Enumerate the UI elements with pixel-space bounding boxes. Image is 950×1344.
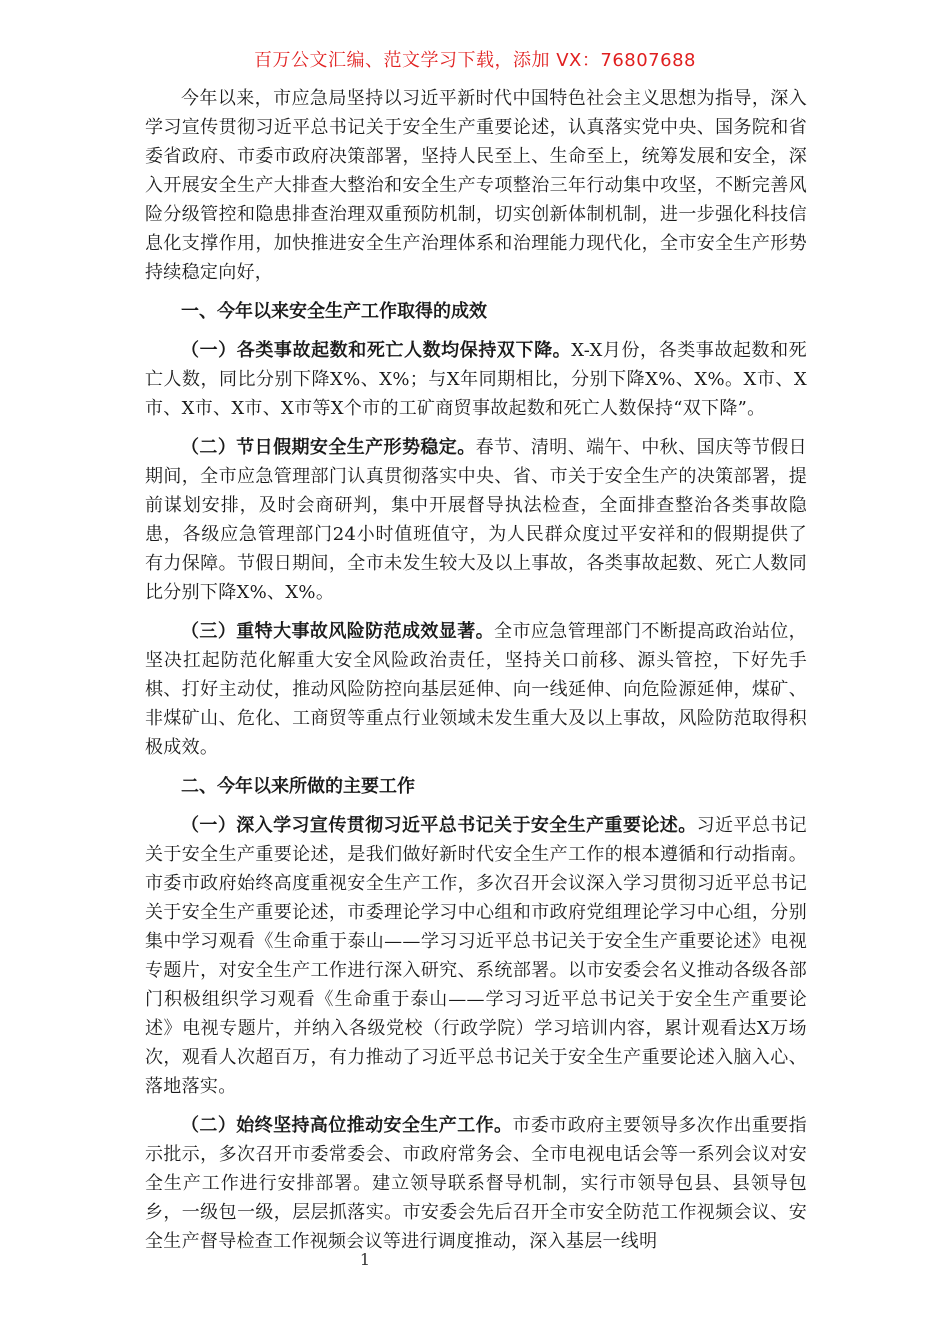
item-text: X-X月份，各类事故起数和死亡人数，同比分别下降X%、X%；与X年同期相比，分别下降X%、X%。X市、X市、X市、X市、X市等X个市的工矿商贸事故起数和死亡人数保持“双下降”。 bbox=[145, 340, 807, 419]
item-lead: （一）深入学习宣传贯彻习近平总书记关于安全生产重要论述。 bbox=[181, 815, 697, 836]
section-1-heading: 一、今年以来安全生产工作取得的成效 bbox=[181, 301, 487, 322]
document-body bbox=[145, 84, 807, 1266]
item-text: 全市应急管理部门不断提高政治站位，坚决扛起防范化解重大安全风险政治责任，坚持关口前移、源头管控，下好先手棋、打好主动仗，推动风险防控向基层延伸、向一线延伸、向危险源延伸，煤矿、非煤矿山、危化、工商贸等重点行业领域未发生重大及以上事故，风险防范取得积极成效。 bbox=[145, 621, 807, 758]
item-lead: （三）重特大事故风险防范成效显著。 bbox=[181, 621, 495, 642]
item-text: 习近平总书记关于安全生产重要论述，是我们做好新时代安全生产工作的根本遵循和行动指南。市委市政府始终高度重视安全生产工作，多次召开会议深入学习贯彻习近平总书记关于安全生产重要论述，市委理论学习中心组和市政府党组理论学习中心组，分别集中学习观看《生命重于泰山——学习习近平总书记关于安全生产重要论述》电视专题片，对安全生产工作进行深入研究、系统部署。以市安委会名义推动各级各部门积极组织学习观看《生命重于泰山——学习习近平总书记关于安全生产重要论述》电视专题片，并纳入各级党校（行政学院）学习培训内容，累计观看达X万场次，观看人次超百万，有力推动了习近平总书记关于安全生产重要论述入脑入心、落地落实。 bbox=[145, 815, 807, 1097]
section-1-item-1 bbox=[145, 336, 807, 423]
section-1-item-3 bbox=[145, 617, 807, 762]
item-text: 市委市政府主要领导多次作出重要指示批示，多次召开市委常委会、市政府常务会、全市电视电话会等一系列会议对安全生产工作进行安排部署。建立领导联系督导机制，实行市领导包县、县领导包乡，一级包一级，层层抓落实。市安委会先后召开全市安全防范工作视频会议、安全生产督导检查工作视频会议等进行调度推动，深入基层一线明 bbox=[145, 1115, 807, 1252]
section-1-item-2 bbox=[145, 433, 807, 607]
intro-paragraph: 今年以来，市应急局坚持以习近平新时代中国特色社会主义思想为指导，深入学习宣传贯彻习近平总书记关于安全生产重要论述，认真落实党中央、国务院和省委省政府、市委市政府决策部署，坚持人民至上、生命至上，统筹发展和安全，深入开展安全生产大排查大整治和安全生产专项整治三年行动集中攻坚，不断完善风险分级管控和隐患排查治理双重预防机制，切实创新体制机制，进一步强化科技信息化支撑作用，加快推进安全生产治理体系和治理能力现代化，全市安全生产形势持续稳定向好， bbox=[145, 88, 807, 283]
section-2-heading: 二、今年以来所做的主要工作 bbox=[181, 776, 415, 797]
watermark-header: 百万公文汇编、范文学习下载，添加 VX：76807688 bbox=[254, 50, 696, 71]
section-2-item-2 bbox=[145, 1111, 807, 1256]
item-lead: （二）始终坚持高位推动安全生产工作。 bbox=[181, 1115, 513, 1136]
page-number: 1 bbox=[359, 1250, 371, 1269]
item-lead: （一）各类事故起数和死亡人数均保持双下降。 bbox=[181, 340, 572, 361]
item-text: 春节、清明、端午、中秋、国庆等节假日期间，全市应急管理部门认真贯彻落实中央、省、市关于安全生产的决策部署，提前谋划安排，及时会商研判，集中开展督导执法检查，全面排查整治各类事故隐患，各级应急管理部门24小时值班值守，为人民群众度过平安祥和的假期提供了有力保障。节假日期间，全市未发生较大及以上事故，各类事故起数、死亡人数同比分别下降X%、X%。 bbox=[145, 437, 807, 603]
section-2-item-1 bbox=[145, 811, 807, 1101]
item-lead: （二）节日假期安全生产形势稳定。 bbox=[181, 437, 476, 458]
